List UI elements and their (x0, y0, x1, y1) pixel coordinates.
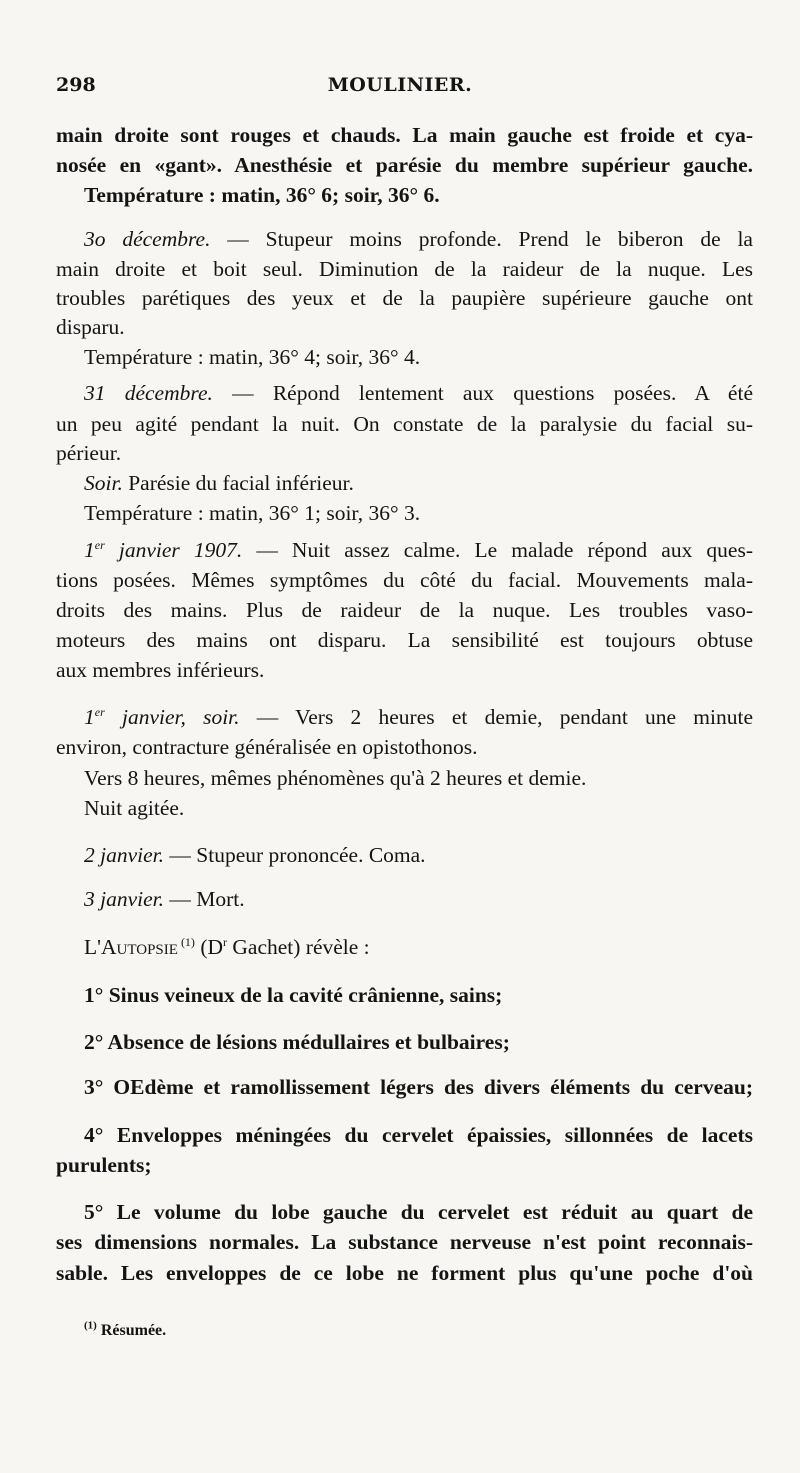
text-line (84, 224, 753, 254)
entry-text: — Mort. (164, 887, 245, 911)
abbrev-sup: r (223, 934, 227, 949)
text-line: Température : matin, 36° 6; soir, 36° 6. (84, 183, 440, 207)
text-line: troubles parétiques des yeux et de la paupière supérieure gauche ont (56, 286, 753, 310)
text-line (84, 884, 753, 914)
date-label: 31 décembre. (84, 381, 213, 405)
footnote-mark: (1) (84, 1319, 97, 1332)
footnote-ref: (1) (177, 934, 195, 949)
footnote (84, 1319, 167, 1340)
text-line (84, 840, 753, 870)
time-label: Soir. (84, 471, 123, 495)
text-line (84, 378, 753, 408)
list-item: 3° OEdème et ramollissement légers des divers éléments du cerveau; (84, 1075, 753, 1099)
date-day: 1 (84, 705, 95, 729)
text-line: un peu agité pendant la nuit. On constate de la paralysie du facial su- (56, 412, 753, 436)
ordinal-sup: er (94, 704, 105, 719)
text-line: main droite et boit seul. Diminution de la raideur de la nuque. Les (56, 257, 753, 281)
entry-text: Gachet) révèle : (227, 935, 370, 959)
entry-text: Parésie du facial inférieur. (122, 471, 354, 495)
text-line: droits des mains. Plus de raideur de la nuque. Les troubles vaso- (56, 598, 753, 622)
text-line (84, 702, 753, 732)
list-item: 5° Le volume du lobe gauche du cervelet est réduit au quart de (84, 1200, 753, 1224)
text-line: main droite sont rouges et chauds. La main gauche est froide et cya- (56, 123, 753, 147)
entry-text: — Vers 2 heures et demie, pendant une minute (239, 705, 753, 729)
text-line (84, 535, 753, 565)
text-line: sable. Les enveloppes de ce lobe ne forment plus qu'une poche d'où (56, 1261, 753, 1285)
running-title: MOULINIER. (327, 74, 473, 96)
list-item: 2° Absence de lésions médullaires et bulbaires; (84, 1030, 510, 1054)
text-line: périeur. (56, 441, 122, 465)
ordinal-sup: er (94, 537, 105, 552)
text-line: Vers 8 heures, mêmes phénomènes qu'à 2 heures et demie. (84, 766, 587, 790)
entry-text: — Nuit assez calme. Le malade répond aux ques- (242, 538, 753, 562)
text-line: environ, contracture généralisée en opistothonos. (56, 735, 478, 759)
entry-text: — Stupeur moins profonde. Prend le biberon de la (210, 227, 753, 251)
date-label: 3 janvier. (84, 887, 165, 911)
list-item: 4° Enveloppes méningées du cervelet épaissies, sillonnées de lacets (84, 1123, 753, 1147)
text-line (84, 468, 753, 498)
footnote-text: Résumée. (100, 1322, 167, 1339)
date-day: 1 (84, 538, 95, 562)
text-line: Nuit agitée. (84, 796, 185, 820)
text-line: moteurs des mains ont disparu. La sensibilité est toujours obtuse (56, 628, 753, 652)
date-label: 3o décembre. (84, 227, 211, 251)
text-line: aux membres inférieurs. (56, 658, 265, 682)
entry-text: — Stupeur prononcée. Coma. (164, 843, 426, 867)
date-rest: janvier 1907. (104, 538, 243, 562)
page-number: 298 (56, 74, 96, 96)
text-line: Température : matin, 36° 1; soir, 36° 3. (84, 501, 421, 525)
text-line: purulents; (56, 1153, 152, 1177)
date-rest: janvier, soir. (104, 705, 240, 729)
entry-text: (D (194, 935, 223, 959)
section-heading: L'Autopsie (84, 935, 178, 959)
page-header (56, 74, 744, 104)
list-item: 1° Sinus veineux de la cavité crânienne, sains; (84, 983, 503, 1007)
date-label (84, 538, 242, 562)
text-line: disparu. (56, 315, 125, 339)
date-label: 2 janvier. (84, 843, 165, 867)
text-line: nosée en «gant». Anesthésie et parésie du membre supérieur gauche. (56, 153, 753, 177)
entry-text: — Répond lentement aux questions posées. A été (212, 381, 753, 405)
text-line: ses dimensions normales. La substance nerveuse n'est point reconnais- (56, 1230, 753, 1254)
text-line (84, 932, 753, 962)
text-line: tions posées. Mêmes symptômes du côté du facial. Mouvements mala- (56, 568, 753, 592)
date-label (84, 705, 240, 729)
text-line: Température : matin, 36° 4; soir, 36° 4. (84, 345, 421, 369)
